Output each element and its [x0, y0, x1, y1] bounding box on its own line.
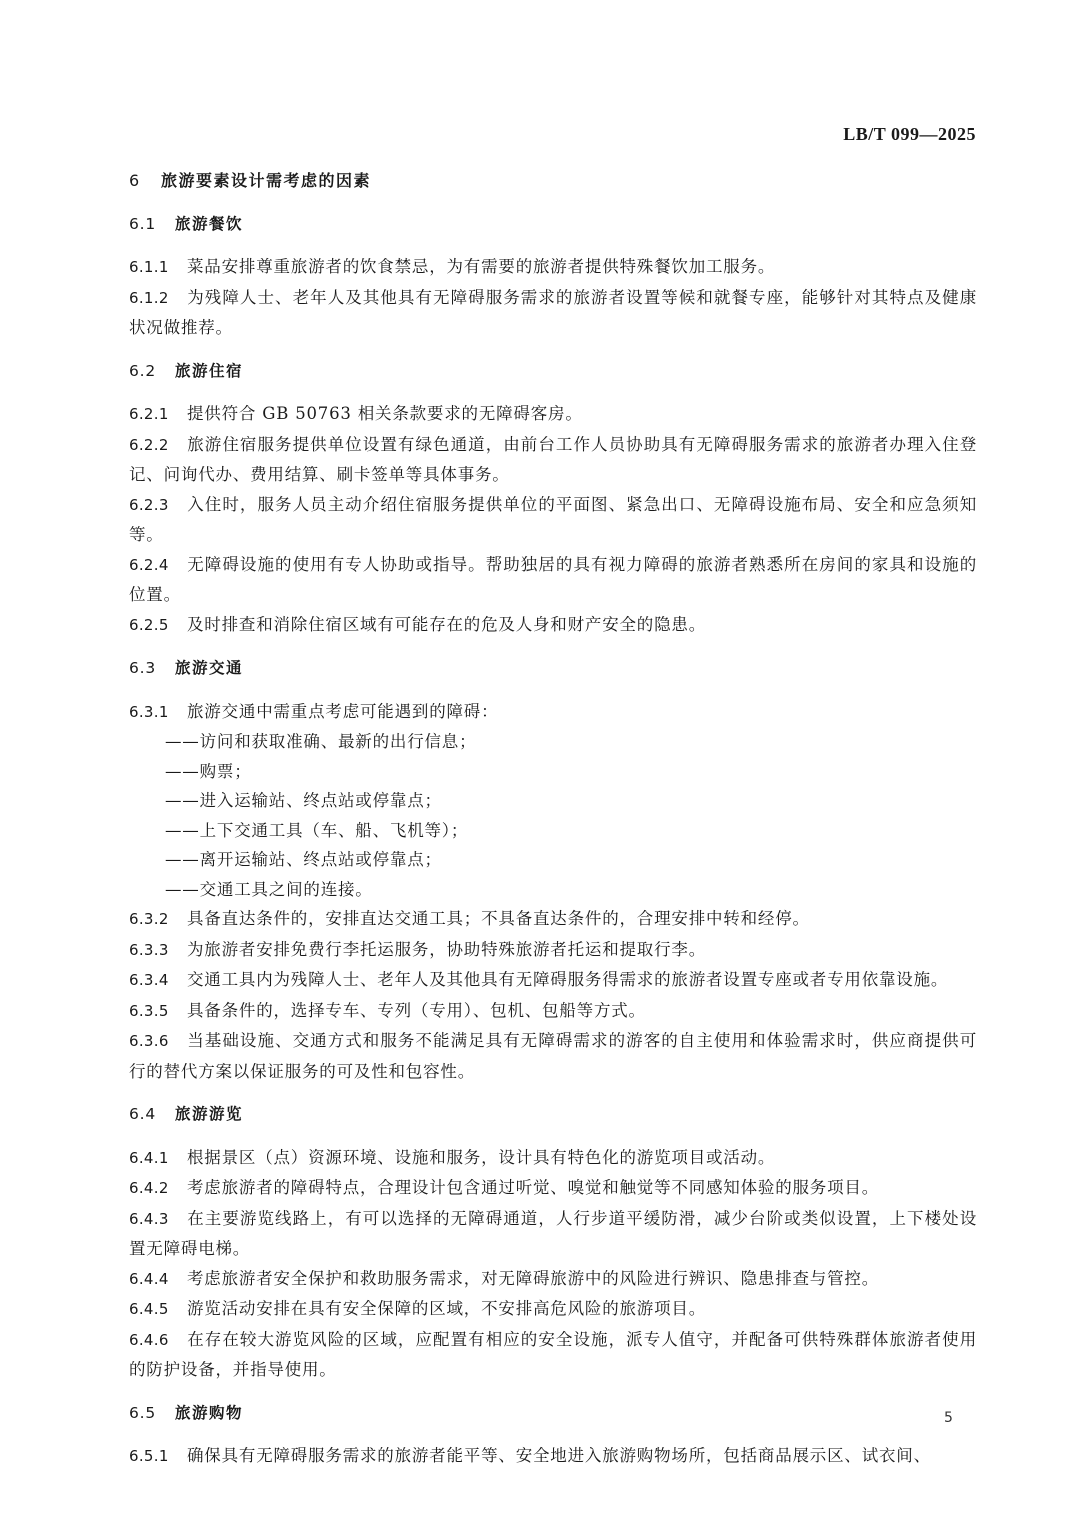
clause-paragraph	[129, 550, 977, 610]
clause-paragraph	[129, 399, 977, 430]
subsection-title: 旅游餐饮	[175, 214, 244, 233]
clause-paragraph	[129, 935, 977, 966]
clause-number: 6.3.6	[129, 1032, 169, 1050]
clause-text: 游览活动安排在具有安全保障的区域，不安排高危风险的旅游项目。	[187, 1299, 706, 1318]
clause-number: 6.4.2	[129, 1179, 169, 1197]
clause-paragraph	[129, 283, 977, 343]
clause-paragraph	[129, 697, 977, 728]
clause-text: 旅游住宿服务提供单位设置有绿色通道，由前台工作人员协助具有无障碍服务需求的旅游者办理入住登记、问询代办、费用结算、刷卡签单等具体事务。	[129, 434, 977, 484]
clause-paragraph	[129, 1204, 977, 1264]
subsection-title: 旅游交通	[175, 659, 244, 677]
subsection-heading	[129, 1399, 977, 1429]
clause-number: 6.3.4	[129, 971, 169, 989]
list-item: ——访问和获取准确、最新的出行信息；	[165, 732, 477, 751]
subsection-number: 6.1	[129, 214, 157, 233]
clause-paragraph	[129, 1325, 977, 1385]
subsections	[129, 210, 977, 1472]
clause-text: 及时排查和消除住宿区域有可能存在的危及人身和财产安全的隐患。	[187, 614, 706, 634]
spacer	[129, 1130, 977, 1143]
clause-paragraph	[129, 965, 977, 996]
clause-text: 为残障人士、老年人及其他具有无障碍服务需求的旅游者设置等候和就餐专座，能够针对其特点及健康状况做推荐。	[129, 287, 977, 337]
clause-text: 根据景区（点）资源环境、设施和服务，设计具有特色化的游览项目或活动。	[187, 1147, 776, 1167]
section-number: 6	[129, 171, 140, 190]
clause-paragraph	[129, 1173, 977, 1204]
clause-text: 考虑旅游者安全保护和救助服务需求，对无障碍旅游中的风险进行辨识、隐患排查与管控。	[187, 1268, 879, 1288]
clause-paragraph	[129, 490, 977, 550]
clause-text: 当基础设施、交通方式和服务不能满足具有无障碍需求的游客的自主使用和体验需求时，供应商提供可行的替代方案以保证服务的可及性和包容性。	[129, 1031, 977, 1081]
clause-paragraph	[129, 252, 977, 283]
section-heading	[129, 166, 977, 196]
clause-text: 无障碍设施的使用有专人协助或指导。帮助独居的具有视力障碍的旅游者熟悉所在房间的家具和设施的位置。	[129, 554, 977, 604]
document-body	[129, 166, 977, 1472]
clause-paragraph	[129, 1441, 977, 1472]
clause-number: 6.3.2	[129, 910, 169, 928]
subsection-title: 旅游购物	[175, 1403, 244, 1422]
subsection-number: 6.3	[129, 659, 157, 677]
clause-number: 6.1.1	[129, 258, 169, 276]
clause-number: 6.2.2	[129, 435, 169, 454]
clause-number: 6.4.3	[129, 1209, 169, 1228]
clause-number: 6.3.3	[129, 940, 169, 959]
subsection-heading	[129, 210, 977, 240]
subsection-title: 旅游游览	[175, 1105, 244, 1123]
clause-text: 入住时，服务人员主动介绍住宿服务提供单位的平面图、紧急出口、无障碍设施布局、安全和应急须知等。	[129, 494, 977, 544]
clause-text: 提供符合 GB 50763 相关条款要求的无障碍客房。	[187, 404, 583, 423]
clause-text: 具备直达条件的，安排直达交通工具；不具备直达条件的，合理安排中转和经停。	[187, 909, 810, 928]
clause-paragraph	[129, 996, 977, 1027]
spacer	[129, 684, 977, 697]
clause-paragraph	[129, 1143, 977, 1174]
spacer	[129, 386, 977, 399]
page-number: 5	[944, 1410, 953, 1426]
clause-number: 6.5.1	[129, 1447, 169, 1465]
clause-text: 具备条件的，选择专车、专列（专用）、包机、包船等方式。	[187, 1000, 646, 1020]
clause-text: 确保具有无障碍服务需求的旅游者能平等、安全地进入旅游购物场所，包括商品展示区、试衣间、	[187, 1446, 931, 1465]
standard-code: LB/T 099—2025	[843, 124, 976, 144]
clause-paragraph	[129, 430, 977, 490]
clause-number: 6.4.6	[129, 1330, 169, 1349]
clause-text: 为旅游者安排免费行李托运服务，协助特殊旅游者托运和提取行李。	[187, 939, 706, 959]
clause-paragraph	[129, 610, 977, 641]
subsection-heading	[129, 357, 977, 387]
clause-number: 6.3.5	[129, 1001, 169, 1020]
clause-paragraph	[129, 1294, 977, 1325]
clause-number: 6.2.5	[129, 615, 169, 634]
clause-number: 6.2.3	[129, 495, 169, 514]
list-item: ——交通工具之间的连接。	[165, 879, 373, 899]
clause-text: 考虑旅游者的障碍特点，合理设计包含通过听觉、嗅觉和触觉等不同感知体验的服务项目。	[187, 1178, 879, 1197]
list-item: ——离开运输站、终点站或停靠点；	[165, 850, 442, 869]
spacer	[129, 239, 977, 252]
clause-text: 在主要游览线路上，有可以选择的无障碍通道，人行步道平缓防滑，减少台阶或类似设置，上下楼处设置无障碍电梯。	[129, 1208, 977, 1258]
spacer	[129, 1428, 977, 1441]
clause-number: 6.1.2	[129, 288, 169, 307]
section-title: 旅游要素设计需考虑的因素	[161, 171, 372, 190]
clause-number: 6.4.1	[129, 1148, 169, 1167]
clause-number: 6.4.5	[129, 1300, 169, 1318]
subsection-heading	[129, 654, 977, 684]
list-item: ——上下交通工具（车、船、飞机等）；	[165, 820, 469, 840]
clause-paragraph	[129, 1264, 977, 1295]
clause-number: 6.3.1	[129, 702, 169, 721]
clause-paragraph	[129, 1026, 977, 1086]
clause-number: 6.2.1	[129, 405, 169, 423]
clause-text: 菜品安排尊重旅游者的饮食禁忌，为有需要的旅游者提供特殊餐饮加工服务。	[187, 257, 776, 276]
subsection-number: 6.4	[129, 1105, 157, 1123]
list-item: ——进入运输站、终点站或停靠点；	[165, 791, 442, 810]
clause-number: 6.4.4	[129, 1269, 169, 1288]
clause-number: 6.2.4	[129, 555, 169, 574]
subsection-number: 6.5	[129, 1403, 157, 1422]
clause-text: 交通工具内为残障人士、老年人及其他具有无障碍服务得需求的旅游者设置专座或者专用依靠设施。	[187, 970, 949, 989]
subsection-number: 6.2	[129, 361, 157, 380]
clause-paragraph	[129, 904, 977, 935]
clause-text: 在存在较大游览风险的区域，应配置有相应的安全设施，派专人值守，并配备可供特殊群体旅游者使用的防护设备，并指导使用。	[129, 1329, 977, 1379]
clause-text: 旅游交通中需重点考虑可能遇到的障碍：	[187, 701, 499, 721]
subsection-heading	[129, 1100, 977, 1130]
subsection-title: 旅游住宿	[175, 361, 244, 380]
list-item: ——购票；	[165, 761, 252, 781]
